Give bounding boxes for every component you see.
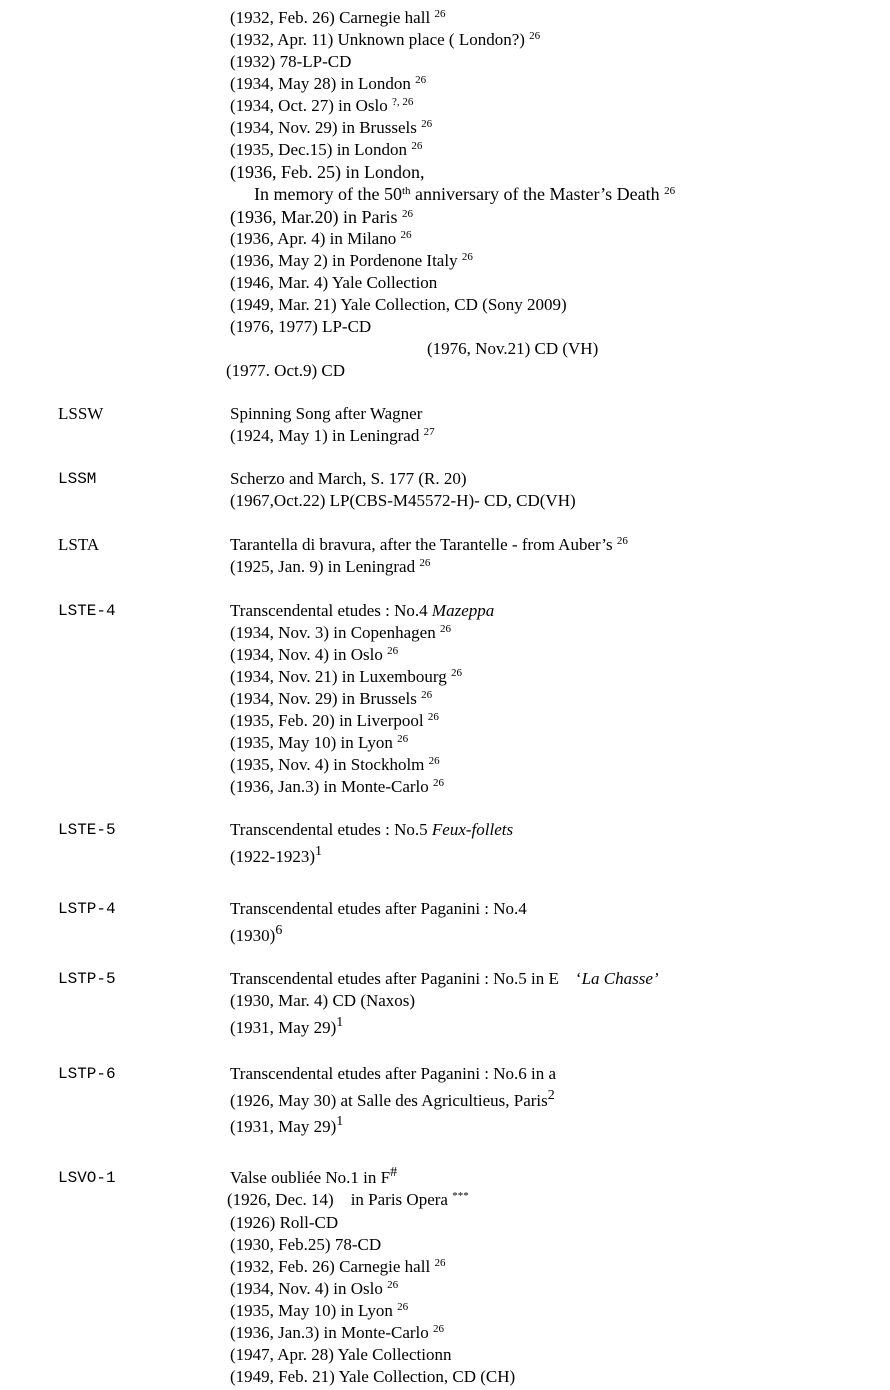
- entry: (1924, May 1) in Leningrad $^{27}$: [230, 426, 435, 445]
- section-code: LSTP-5: [58, 970, 116, 988]
- section-title: Valse oubliée No.1 in F#: [230, 1165, 398, 1187]
- entry: (1922-1923)$^1$: [230, 844, 322, 866]
- section-title: Transcendental etudes : No.4 Mazeppa: [230, 601, 495, 620]
- section-title: Transcendental etudes : No.5 Feux-follets: [230, 820, 514, 839]
- section-code: LSVO-1: [58, 1169, 116, 1187]
- entry: (1926, Dec. 14) in Paris Opera ***: [227, 1190, 469, 1209]
- entry: (1934, May 28) in London $^{26}$: [230, 74, 427, 93]
- entry: $(1930)^6$: [230, 923, 283, 945]
- entry: (1934, Nov. 29) in Brussels $^{26}$: [230, 689, 433, 708]
- entry: In memory of the 50th anniversary of the Master’s Death $^{26}$: [254, 184, 676, 204]
- section-title: Transcendental etudes after Paganini : No.4: [230, 899, 527, 918]
- section-title: Scherzo and March, S. 177 (R. 20): [230, 469, 467, 488]
- entry: (1930, Mar. 4) CD (Naxos): [230, 991, 416, 1010]
- section-title: Spinning Song after Wagner: [230, 404, 423, 423]
- entry: (1936, Mar.20) in Paris $^{26}$: [230, 207, 413, 227]
- entry: (1977. Oct.9) CD: [226, 361, 345, 380]
- section-code: LSSM: [58, 470, 97, 488]
- entry: (1976, 1977) LP-CD: [230, 317, 372, 336]
- entry: (1935, Feb. 20) in Liverpool $^{26}$: [230, 711, 439, 730]
- entry: (1934, Oct. 27) in Oslo $^{?, 26}$: [230, 96, 414, 115]
- entry: (1930, Feb.25) 78-CD: [230, 1235, 382, 1254]
- entry: (1932, Apr. 11) Unknown place ( London?) $^{26}$: [230, 30, 541, 49]
- entry: (1934, Nov. 29) in Brussels $^{26}$: [230, 118, 433, 137]
- entry: (1967,Oct.22) LP(CBS-M45572-H)- CD, CD(VH): [230, 491, 576, 510]
- section-title: Transcendental etudes after Paganini : No.5 in E ‘La Chasse’: [230, 969, 659, 988]
- entry: (1932) 78-LP-CD: [230, 52, 352, 71]
- entry: (1934, Nov. 4) in Oslo $^{26}$: [230, 645, 399, 664]
- entry: (1926) Roll-CD: [230, 1213, 339, 1232]
- entry: (1935, May 10) in Lyon $^{26}$: [230, 733, 409, 752]
- entry: (1936, Jan.3) in Monte-Carlo $^{26}$: [230, 1323, 445, 1342]
- entry: (1931, May 29)$^1$: [230, 1114, 344, 1136]
- section-code: LSTP-6: [58, 1065, 116, 1083]
- section-title: Tarantella di bravura, after the Tarantelle - from Auber’s $^{26}$: [230, 535, 628, 554]
- section-code: LSTA: [58, 535, 100, 554]
- entry: (1936, Jan.3) in Monte-Carlo $^{26}$: [230, 777, 445, 796]
- entry: (1936, Apr. 4) in Milano $^{26}$: [230, 229, 412, 248]
- entry: (1947, Apr. 28) Yale Collectionn: [230, 1345, 452, 1364]
- section-title: Transcendental etudes after Paganini : No.6 in a: [230, 1064, 557, 1083]
- section-code: LSSW: [58, 404, 104, 423]
- entry: (1936, Feb. 25) in London,: [230, 162, 425, 182]
- entry: (1926, May 30) at Salle des Agricultieus, Paris$^2$: [230, 1088, 555, 1110]
- entry: (1949, Feb. 21) Yale Collection, CD (CH): [230, 1367, 516, 1386]
- entry: (1935, Dec.15) in London $^{26}$: [230, 140, 423, 159]
- entry: (1934, Nov. 21) in Luxembourg $^{26}$: [230, 667, 462, 686]
- entry: (1976, Nov.21) CD (VH): [427, 339, 599, 358]
- section-code: LSTP-4: [58, 900, 116, 918]
- section-code: LSTE-5: [58, 821, 116, 839]
- entry: (1935, Nov. 4) in Stockholm $^{26}$: [230, 755, 440, 774]
- entry: (1931, May 29)$^1$: [230, 1015, 344, 1037]
- entry: (1935, May 10) in Lyon $^{26}$: [230, 1301, 409, 1320]
- entry: (1932, Feb. 26) Carnegie hall $^{26}$: [230, 1257, 446, 1276]
- entry: (1932, Feb. 26) Carnegie hall $^{26}$: [230, 8, 446, 27]
- entry: (1934, Nov. 4) in Oslo $^{26}$: [230, 1279, 399, 1298]
- section-code: LSTE-4: [58, 602, 116, 620]
- entry: (1949, Mar. 21) Yale Collection, CD (Sony 2009): [230, 295, 567, 314]
- entry: (1946, Mar. 4) Yale Collection: [230, 273, 438, 292]
- entry: (1925, Jan. 9) in Leningrad $^{26}$: [230, 557, 431, 576]
- entry: (1934, Nov. 3) in Copenhagen $^{26}$: [230, 623, 451, 642]
- entry: (1936, May 2) in Pordenone Italy $^{26}$: [230, 251, 473, 270]
